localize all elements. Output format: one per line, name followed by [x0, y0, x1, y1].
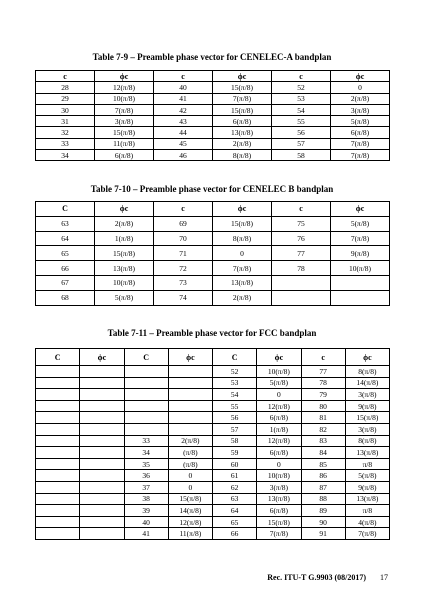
table-cell — [124, 412, 168, 424]
table-cell: 52 — [272, 82, 331, 93]
table-cell: 6(π/8) — [257, 505, 301, 517]
table-cell: 6(π/8) — [213, 116, 272, 127]
table-cell: 33 — [36, 138, 95, 149]
table-cell: 55 — [213, 400, 257, 412]
table-cell: 15(π/8) — [213, 104, 272, 115]
table-cell: 80 — [301, 400, 345, 412]
table-cell — [36, 528, 80, 540]
table-cell — [36, 377, 80, 389]
table-cell — [36, 458, 80, 470]
column-header: ϕc — [95, 71, 154, 82]
table-cell: 78 — [272, 261, 331, 276]
table-cell: 55 — [272, 116, 331, 127]
table-cell: 34 — [124, 447, 168, 459]
column-header: ϕc — [168, 349, 212, 366]
table-cell: 88 — [301, 493, 345, 505]
table-cell: 5(π/8) — [345, 470, 389, 482]
table-cell: 40 — [124, 516, 168, 528]
table-cell: 85 — [301, 458, 345, 470]
table-cell: 31 — [36, 116, 95, 127]
table-cell: 6(π/8) — [257, 412, 301, 424]
table-cell: 6(π/8) — [257, 447, 301, 459]
table-cell — [168, 366, 212, 378]
table-cell: 68 — [36, 290, 95, 305]
table-cell: 8(π/8) — [213, 231, 272, 246]
table-row — [36, 505, 390, 517]
table-cell: 9(π/8) — [345, 481, 389, 493]
column-header: ϕc — [331, 202, 390, 217]
table-cell: 42 — [154, 104, 213, 115]
table-cell: 52 — [213, 366, 257, 378]
table-cell — [80, 366, 124, 378]
table-row — [36, 493, 390, 505]
table-cell: 13(π/8) — [213, 275, 272, 290]
column-header: c — [301, 349, 345, 366]
table-cell: 61 — [213, 470, 257, 482]
column-header: c — [272, 202, 331, 217]
table-cell — [124, 377, 168, 389]
table-cell: 54 — [272, 104, 331, 115]
table-cell: 7(π/8) — [213, 93, 272, 104]
table-cell: 63 — [36, 216, 95, 231]
table-cell: 64 — [213, 505, 257, 517]
table-cell — [331, 290, 390, 305]
table-row — [36, 104, 390, 115]
table-cell: 35 — [124, 458, 168, 470]
table-cell: 10(π/8) — [257, 470, 301, 482]
table-cell: 36 — [124, 470, 168, 482]
table-row — [36, 389, 390, 401]
column-header: C — [213, 349, 257, 366]
table-cell: (π/8) — [168, 447, 212, 459]
table-cell: 77 — [301, 366, 345, 378]
page-footer — [267, 573, 388, 582]
table-cell: 13(π/8) — [213, 127, 272, 138]
table-row — [36, 127, 390, 138]
table-cell — [124, 366, 168, 378]
table-cell: 30 — [36, 104, 95, 115]
table-cell: 9(π/8) — [331, 246, 390, 261]
table-cell: 59 — [213, 447, 257, 459]
table-cell: 89 — [301, 505, 345, 517]
table-cell: 53 — [272, 93, 331, 104]
table-cell: 87 — [301, 481, 345, 493]
column-header: ϕc — [95, 202, 154, 217]
table-cell: 44 — [154, 127, 213, 138]
table-7-10-caption: Table 7-10 – Preamble phase vector for CENELEC B bandplan — [90, 184, 334, 194]
table-cell — [80, 447, 124, 459]
table-cell — [80, 481, 124, 493]
table-cell: 86 — [301, 470, 345, 482]
table-cell: 79 — [301, 389, 345, 401]
table-cell: 65 — [213, 516, 257, 528]
table-row — [36, 366, 390, 378]
table-cell — [80, 389, 124, 401]
table-cell: 90 — [301, 516, 345, 528]
table-row — [36, 470, 390, 482]
table-cell — [168, 400, 212, 412]
table-cell — [272, 275, 331, 290]
table-cell: 3(π/8) — [257, 481, 301, 493]
table-cell: 15(π/8) — [213, 82, 272, 93]
table-cell — [80, 400, 124, 412]
table-cell: 28 — [36, 82, 95, 93]
table-row — [36, 116, 390, 127]
table-cell: 13(π/8) — [257, 493, 301, 505]
column-header: ϕc — [257, 349, 301, 366]
table-cell: 62 — [213, 481, 257, 493]
table-cell: 7(π/8) — [213, 261, 272, 276]
column-header: c — [154, 71, 213, 82]
table-row — [36, 447, 390, 459]
table-cell — [80, 423, 124, 435]
table-cell: 3(π/8) — [95, 116, 154, 127]
column-header: ϕc — [213, 71, 272, 82]
table-row — [36, 377, 390, 389]
table-cell: 60 — [213, 458, 257, 470]
table-cell: 41 — [124, 528, 168, 540]
table-cell: 4(π/8) — [345, 516, 389, 528]
table-cell — [80, 435, 124, 447]
cenelec-b-phase-table — [35, 201, 390, 306]
table-cell: 7(π/8) — [257, 528, 301, 540]
table-cell: 58 — [213, 435, 257, 447]
table-cell: 3(π/8) — [331, 104, 390, 115]
table-cell — [36, 516, 80, 528]
table-row — [36, 528, 390, 540]
table-cell: 83 — [301, 435, 345, 447]
table-cell: 91 — [301, 528, 345, 540]
table-cell: 12(π/8) — [168, 516, 212, 528]
table-row — [36, 435, 390, 447]
table-cell: 57 — [213, 423, 257, 435]
table-cell: 7(π/8) — [95, 104, 154, 115]
table-row — [36, 400, 390, 412]
table-cell: 75 — [272, 216, 331, 231]
page-number: 17 — [380, 573, 388, 582]
table-cell: 82 — [301, 423, 345, 435]
table-row — [36, 423, 390, 435]
table-row — [36, 216, 390, 231]
table-cell: 14(π/8) — [345, 377, 389, 389]
column-header: ϕc — [345, 349, 389, 366]
table-row — [36, 246, 390, 261]
table-cell: 40 — [154, 82, 213, 93]
table-cell: (π/8) — [168, 458, 212, 470]
table-cell — [36, 505, 80, 517]
column-header: ϕc — [331, 71, 390, 82]
table-cell: 0 — [168, 470, 212, 482]
table-7-9-caption: Table 7-9 – Preamble phase vector for CENELEC-A bandplan — [92, 52, 332, 62]
table-cell — [36, 493, 80, 505]
cenelec-a-phase-table — [35, 70, 390, 161]
table-row — [36, 412, 390, 424]
table-cell: 15(π/8) — [345, 412, 389, 424]
table-row — [36, 516, 390, 528]
table-cell: 7(π/8) — [345, 528, 389, 540]
table-row — [36, 150, 390, 161]
table-row — [36, 458, 390, 470]
table-cell: 11(π/8) — [95, 138, 154, 149]
table-cell — [168, 377, 212, 389]
table-row — [36, 290, 390, 305]
table-cell: 67 — [36, 275, 95, 290]
table-cell: 12(π/8) — [257, 435, 301, 447]
table-cell: 15(π/8) — [95, 127, 154, 138]
table-cell: 11(π/8) — [168, 528, 212, 540]
table-cell: 10(π/8) — [95, 275, 154, 290]
table-cell: 8(π/8) — [213, 150, 272, 161]
table-cell — [80, 505, 124, 517]
table-cell — [80, 493, 124, 505]
table-cell: 0 — [257, 458, 301, 470]
table-cell: 63 — [213, 493, 257, 505]
table-cell: 34 — [36, 150, 95, 161]
table-cell: 39 — [124, 505, 168, 517]
table-cell: 29 — [36, 93, 95, 104]
table-cell: 65 — [36, 246, 95, 261]
table-cell — [36, 366, 80, 378]
table-cell: 2(π/8) — [168, 435, 212, 447]
table-cell: 8(π/8) — [345, 435, 389, 447]
column-header: C — [124, 349, 168, 366]
table-cell — [80, 470, 124, 482]
table-cell: 10(π/8) — [331, 261, 390, 276]
table-cell: 10(π/8) — [95, 93, 154, 104]
table-cell: 2(π/8) — [213, 138, 272, 149]
table-cell: 58 — [272, 150, 331, 161]
table-cell: 14(π/8) — [168, 505, 212, 517]
table-cell: 74 — [154, 290, 213, 305]
table-cell — [36, 400, 80, 412]
table-cell: 77 — [272, 246, 331, 261]
table-cell: 37 — [124, 481, 168, 493]
table-cell — [80, 528, 124, 540]
table-cell: 2(π/8) — [213, 290, 272, 305]
table-cell: 8(π/8) — [345, 366, 389, 378]
column-header: c — [36, 71, 95, 82]
table-cell — [168, 412, 212, 424]
table-cell: 6(π/8) — [331, 127, 390, 138]
table-cell: 33 — [124, 435, 168, 447]
table-cell: 57 — [272, 138, 331, 149]
table-cell: π/8 — [345, 458, 389, 470]
table-cell: 46 — [154, 150, 213, 161]
table-cell — [36, 470, 80, 482]
table-cell: 10(π/8) — [257, 366, 301, 378]
table-cell: 15(π/8) — [168, 493, 212, 505]
table-cell — [168, 423, 212, 435]
table-cell: 7(π/8) — [331, 138, 390, 149]
table-cell: 69 — [154, 216, 213, 231]
table-cell: 15(π/8) — [213, 216, 272, 231]
table-cell: 13(π/8) — [345, 447, 389, 459]
table-cell — [36, 412, 80, 424]
table-cell: 15(π/8) — [95, 246, 154, 261]
table-cell — [36, 447, 80, 459]
table-cell: 0 — [213, 246, 272, 261]
table-cell: 43 — [154, 116, 213, 127]
table-cell: 7(π/8) — [331, 231, 390, 246]
fcc-phase-table — [35, 348, 390, 540]
table-cell: 1(π/8) — [257, 423, 301, 435]
table-cell — [168, 389, 212, 401]
table-cell: 0 — [168, 481, 212, 493]
table-row — [36, 275, 390, 290]
table-cell: 76 — [272, 231, 331, 246]
table-cell — [124, 400, 168, 412]
table-cell: 5(π/8) — [257, 377, 301, 389]
table-cell — [80, 377, 124, 389]
table-cell — [124, 423, 168, 435]
table-cell: 5(π/8) — [95, 290, 154, 305]
footer-reference: Rec. ITU-T G.9903 (08/2017) — [267, 573, 366, 582]
table-cell: 7(π/8) — [331, 150, 390, 161]
table-cell: 0 — [331, 82, 390, 93]
table-cell — [80, 516, 124, 528]
table-cell — [80, 458, 124, 470]
table-cell: 66 — [213, 528, 257, 540]
table-cell: 54 — [213, 389, 257, 401]
table-cell — [124, 389, 168, 401]
table-cell: 3(π/8) — [345, 389, 389, 401]
table-cell: 78 — [301, 377, 345, 389]
table-row — [36, 481, 390, 493]
table-cell: 15(π/8) — [257, 516, 301, 528]
column-header: C — [36, 349, 80, 366]
table-cell: 38 — [124, 493, 168, 505]
column-header: ϕc — [80, 349, 124, 366]
table-cell: 41 — [154, 93, 213, 104]
table-cell: 6(π/8) — [95, 150, 154, 161]
table-cell: 64 — [36, 231, 95, 246]
table-cell: 56 — [213, 412, 257, 424]
column-header: c — [154, 202, 213, 217]
table-row — [36, 261, 390, 276]
table-cell: 3(π/8) — [345, 423, 389, 435]
table-cell: 70 — [154, 231, 213, 246]
table-cell — [80, 412, 124, 424]
table-cell: 1(π/8) — [95, 231, 154, 246]
table-cell: 71 — [154, 246, 213, 261]
table-cell — [36, 389, 80, 401]
table-row — [36, 231, 390, 246]
table-cell: 73 — [154, 275, 213, 290]
table-cell: 12(π/8) — [257, 400, 301, 412]
table-cell: 2(π/8) — [95, 216, 154, 231]
table-row — [36, 93, 390, 104]
column-header: C — [36, 202, 95, 217]
table-cell: 12(π/8) — [95, 82, 154, 93]
table-cell: π/8 — [345, 505, 389, 517]
column-header: ϕc — [213, 202, 272, 217]
table-row — [36, 82, 390, 93]
table-cell: 32 — [36, 127, 95, 138]
table-cell: 81 — [301, 412, 345, 424]
table-cell: 13(π/8) — [95, 261, 154, 276]
table-cell — [36, 423, 80, 435]
table-cell: 72 — [154, 261, 213, 276]
table-cell — [36, 481, 80, 493]
table-cell — [36, 435, 80, 447]
table-cell: 66 — [36, 261, 95, 276]
table-cell: 2(π/8) — [331, 93, 390, 104]
table-cell: 56 — [272, 127, 331, 138]
table-cell: 5(π/8) — [331, 116, 390, 127]
table-cell — [331, 275, 390, 290]
table-cell: 84 — [301, 447, 345, 459]
table-cell: 0 — [257, 389, 301, 401]
table-cell: 45 — [154, 138, 213, 149]
table-7-11-caption: Table 7-11 – Preamble phase vector for FCC bandplan — [107, 328, 317, 338]
table-cell — [272, 290, 331, 305]
table-cell: 53 — [213, 377, 257, 389]
table-row — [36, 138, 390, 149]
column-header: c — [272, 71, 331, 82]
table-cell: 9(π/8) — [345, 400, 389, 412]
table-cell: 5(π/8) — [331, 216, 390, 231]
table-cell: 13(π/8) — [345, 493, 389, 505]
